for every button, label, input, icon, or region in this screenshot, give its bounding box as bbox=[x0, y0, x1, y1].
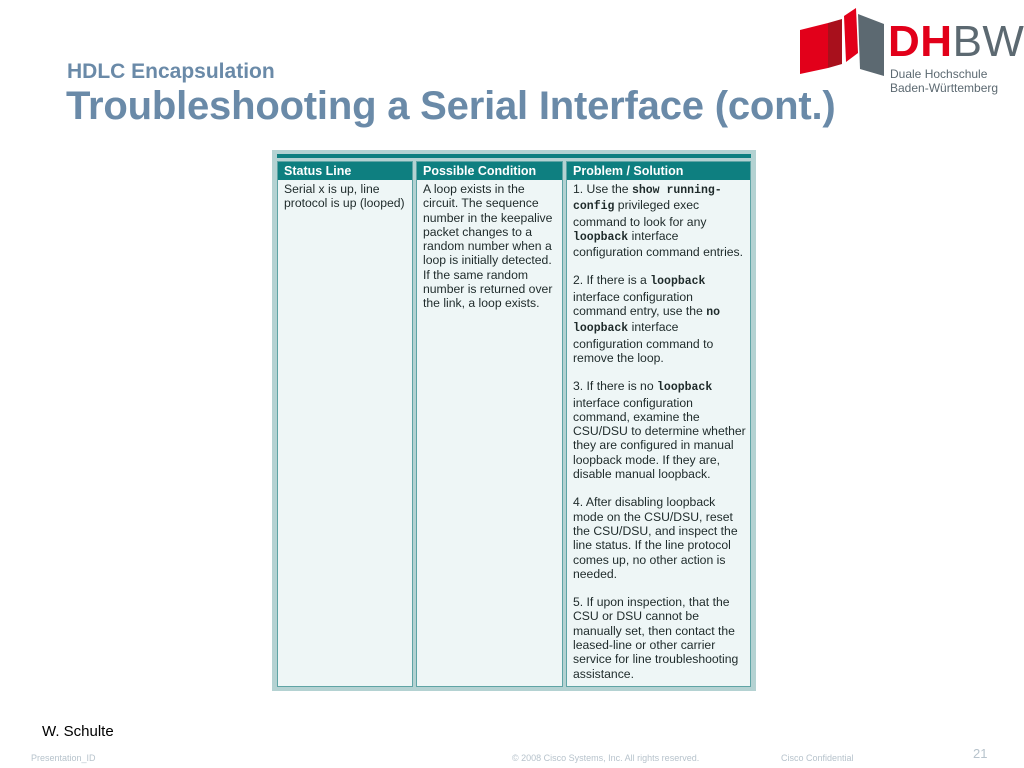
step-text: 5. If upon inspection, that the CSU or DSU cannot be manually set, then contact the leased-line or other carrier service for line troubleshooting assistance. bbox=[573, 595, 739, 681]
step-text: interface configuration command entries. bbox=[573, 228, 744, 260]
dhbw-logo-mark-icon bbox=[798, 6, 888, 86]
footer-confidential: Cisco Confidential bbox=[781, 753, 854, 763]
cell-possible-condition: A loop exists in the circuit. The sequence number in the keepalive packet changes to a random number when a loop is initially detected. If the same random number is returned over the link, a loop exists. bbox=[423, 182, 553, 311]
step-text: privileged exec command to look for any bbox=[573, 198, 707, 229]
troubleshooting-table bbox=[272, 150, 756, 691]
command-code: loopback bbox=[573, 230, 629, 244]
footer-copyright: © 2008 Cisco Systems, Inc. All rights reserved. bbox=[512, 753, 700, 763]
step-text: interface configuration command entry, use the bbox=[573, 289, 707, 319]
page-number: 21 bbox=[973, 746, 988, 761]
step-text: 1. Use the bbox=[573, 182, 632, 196]
step-text: 3. If there is no bbox=[573, 379, 658, 394]
author-name: W. Schulte bbox=[42, 723, 114, 740]
column-problem-solution bbox=[566, 161, 751, 687]
solution-step bbox=[573, 495, 746, 581]
logo-tagline-1: Duale Hochschule bbox=[890, 67, 988, 81]
column-status-line bbox=[277, 161, 413, 687]
step-text: interface configuration command, examine the CSU/DSU to determine whether they are configured in manual loopback mode. If they are, disable manual loopback. bbox=[573, 395, 746, 482]
slide-title: Troubleshooting a Serial Interface (cont.) bbox=[66, 84, 836, 128]
command-code: show running-config bbox=[573, 184, 722, 214]
header-status-line: Status Line bbox=[278, 162, 412, 180]
logo-dh: DH bbox=[888, 17, 953, 66]
solution-step bbox=[573, 379, 746, 481]
step-text: interface configuration command to remove the loop. bbox=[573, 320, 714, 365]
logo-wordmark bbox=[888, 17, 1024, 66]
dhbw-logo bbox=[798, 6, 1024, 98]
cell-status-line: Serial x is up, line protocol is up (looped) bbox=[284, 182, 405, 211]
footer-presentation-id: Presentation_ID bbox=[31, 753, 96, 763]
logo-bw: BW bbox=[952, 17, 1024, 66]
header-problem-solution: Problem / Solution bbox=[567, 162, 750, 180]
solution-step bbox=[573, 273, 746, 365]
cell-problem-solution bbox=[567, 180, 750, 681]
command-code: loopback bbox=[657, 381, 713, 395]
step-text: 2. If there is a bbox=[573, 273, 651, 288]
step-text: 4. After disabling loopback mode on the CSU/DSU, reset the CSU/DSU, and inspect the line status. If the line protocol comes up, no other action is needed. bbox=[573, 495, 738, 581]
column-possible-condition bbox=[416, 161, 563, 687]
solution-step bbox=[573, 595, 746, 681]
header-possible-condition: Possible Condition bbox=[417, 162, 562, 180]
command-code: loopback bbox=[650, 275, 706, 289]
command-code: no loopback bbox=[573, 306, 721, 336]
logo-tagline-2: Baden-Württemberg bbox=[890, 81, 999, 95]
solution-step bbox=[573, 182, 746, 259]
slide-subtitle: HDLC Encapsulation bbox=[67, 60, 275, 83]
